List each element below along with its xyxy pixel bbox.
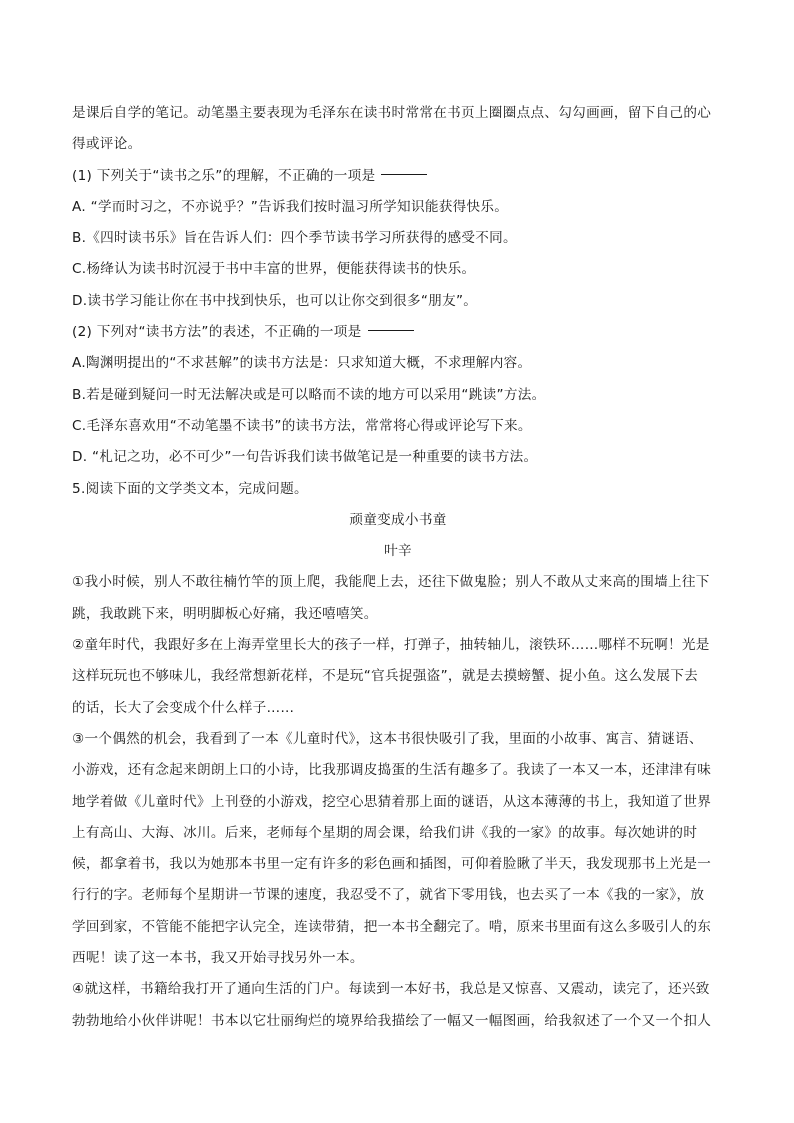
question-2-option-b: B.若是碰到疑问一时无法解决或是可以略而不读的地方可以采用“跳读”方法。	[72, 386, 546, 403]
intro-line-2: 得或评论。	[72, 136, 142, 153]
passage-line: ①我小时候，别人不敢往楠竹竿的顶上爬，我能爬上去，还往下做鬼脸；别人不敢从丈来高的围墙上往下	[72, 574, 710, 591]
question-1-option-c: C.杨绛认为读书时沉浸于书中丰富的世界，便能获得读书的快乐。	[72, 261, 476, 278]
passage-line: 候，都拿着书，我以为她那本书里一定有许多的彩色画和插图，可仰着脸瞅了半天，我发现那书上光是一	[72, 856, 712, 873]
answer-blank	[368, 329, 414, 331]
passage-line: 西呢！读了这一本书，我又开始寻找另外一本。	[72, 950, 364, 967]
passage-author: 叶辛	[384, 543, 412, 560]
passage-line: 学回到家，不管能不能把字认完全，连读带猜，把一本书全翻完了。啃，原来书里面有这么多吸引人的东	[72, 918, 712, 935]
question-2-option-c: C.毛泽东喜欢用“不动笔墨不读书”的读书方法，常常将心得或评论写下来。	[72, 417, 532, 434]
passage-line: 小游戏，还有念起来朗朗上口的小诗，比我那调皮捣蛋的生活有趣多了。我读了一本又一本，还津津有味	[72, 762, 712, 779]
passage-line: 这样玩玩也不够味儿，我经常想新花样，不是玩“官兵捉强盗”，就是去摸螃蟹、捉小鱼。这么发展下去	[72, 668, 699, 685]
intro-line-1: 是课后自学的笔记。动笔墨主要表现为毛泽东在读书时常常在书页上圈圈点点、勾勾画画，留下自己的心	[72, 105, 712, 121]
document-body	[72, 98, 724, 1037]
section-5-instruction: 5.阅读下面的文学类文本，完成问题。	[72, 480, 308, 497]
question-2-option-a: A.陶渊明提出的“不求甚解”的读书方法是：只求知道大概，不求理解内容。	[72, 355, 532, 372]
passage-line: 地学着做《儿童时代》上刊登的小游戏，挖空心思猜着那上面的谜语，从这本薄薄的书上，我知道了世界	[72, 793, 712, 810]
passage-line: 的话，长大了会变成个什么样子……	[72, 699, 295, 716]
passage-line: ③一个偶然的机会，我看到了一本《儿童时代》，这本书很快吸引了我，里面的小故事、寓言、猜谜语、	[72, 730, 703, 747]
question-2-option-d: D. “札记之功，必不可少”一句告诉我们读书做笔记是一种重要的读书方法。	[72, 449, 538, 466]
question-1-option-b: B.《四时读书乐》旨在告诉人们：四个季节读书学习所获得的感受不同。	[72, 230, 517, 247]
question-2-text: (2) 下列对“读书方法”的表述，不正确的一项是	[72, 324, 362, 341]
question-1-option-d: D.读书学习能让你在书中找到快乐，也可以让你交到很多“朋友”。	[72, 292, 478, 309]
passage-line: ④就这样，书籍给我打开了通向生活的门户。每读到一本好书，我总是又惊喜、又震动，读完了，还兴致	[72, 981, 710, 998]
passage-line: 上有高山、大海、冰川。后来，老师每个星期的周会课，给我们讲《我的一家》的故事。每次她讲的时	[72, 824, 698, 841]
question-1-stem	[72, 161, 724, 192]
passage-line: ②童年时代，我跟好多在上海弄堂里长大的孩子一样，打弹子，抽转轴儿，滚铁环……哪样不玩啊！光是	[72, 637, 710, 654]
question-1-text: (1) 下列关于“读书之乐”的理解，不正确的一项是	[72, 167, 376, 184]
passage-line: 跳，我敢跳下来，明明脚板心好痛，我还嘻嘻笑。	[72, 605, 378, 622]
passage-line: 勃勃地给小伙伴讲呢！书本以它壮丽绚烂的境界给我描绘了一幅又一幅图画，给我叙述了一个又一个扣人	[72, 1012, 712, 1029]
passage-line: 行行的字。老师每个星期讲一节课的速度，我忍受不了，就省下零用钱，也去买了一本《我的一家》，放	[72, 887, 705, 904]
question-2-stem	[72, 317, 724, 348]
question-1-option-a: A. “学而时习之，不亦说乎？”告诉我们按时温习所学知识能获得快乐。	[72, 198, 509, 215]
passage-title: 顽童变成小书童	[349, 511, 447, 528]
answer-blank	[381, 173, 427, 175]
